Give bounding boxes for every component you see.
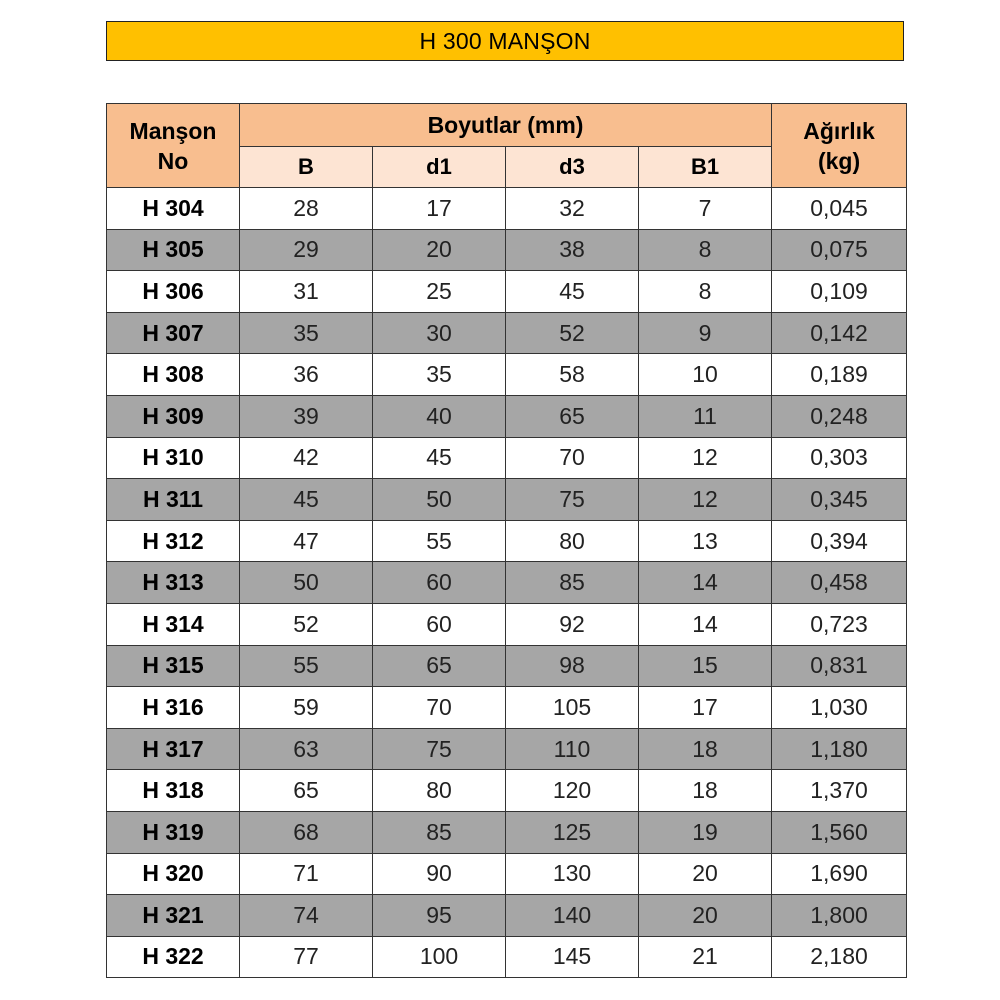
table-row: [107, 312, 907, 354]
table-row: [107, 562, 907, 604]
cell-b1: 14: [639, 562, 772, 604]
cell-b: 36: [240, 354, 373, 396]
cell-b: 55: [240, 645, 373, 687]
cell-no: H 306: [107, 271, 240, 313]
cell-weight: 0,248: [772, 395, 907, 437]
cell-d3: 70: [506, 437, 639, 479]
cell-d3: 58: [506, 354, 639, 396]
cell-d1: 60: [373, 603, 506, 645]
cell-b1: 17: [639, 687, 772, 729]
cell-weight: 0,303: [772, 437, 907, 479]
cell-d3: 92: [506, 603, 639, 645]
table-body: [107, 188, 907, 978]
cell-d1: 100: [373, 936, 506, 978]
table-row: [107, 811, 907, 853]
header-b: B: [240, 147, 373, 188]
cell-no: H 313: [107, 562, 240, 604]
cell-no: H 319: [107, 811, 240, 853]
table-row: [107, 687, 907, 729]
cell-b: 28: [240, 188, 373, 230]
cell-b1: 8: [639, 229, 772, 271]
cell-no: H 305: [107, 229, 240, 271]
cell-b: 35: [240, 312, 373, 354]
cell-no: H 320: [107, 853, 240, 895]
cell-b: 45: [240, 479, 373, 521]
cell-weight: 0,045: [772, 188, 907, 230]
table-row: [107, 437, 907, 479]
table-row: [107, 645, 907, 687]
cell-d1: 95: [373, 895, 506, 937]
cell-d1: 85: [373, 811, 506, 853]
cell-weight: 1,030: [772, 687, 907, 729]
cell-weight: 2,180: [772, 936, 907, 978]
cell-b: 31: [240, 271, 373, 313]
cell-d3: 125: [506, 811, 639, 853]
cell-d1: 60: [373, 562, 506, 604]
table-row: [107, 395, 907, 437]
cell-weight: 0,345: [772, 479, 907, 521]
table-row: [107, 728, 907, 770]
header-b1: B1: [639, 147, 772, 188]
table-row: [107, 520, 907, 562]
table-row: [107, 895, 907, 937]
cell-b: 42: [240, 437, 373, 479]
cell-weight: 0,142: [772, 312, 907, 354]
cell-b: 59: [240, 687, 373, 729]
cell-d3: 98: [506, 645, 639, 687]
table-row: [107, 271, 907, 313]
cell-weight: 0,394: [772, 520, 907, 562]
cell-d3: 80: [506, 520, 639, 562]
header-manson-no-line1: Manşon: [129, 117, 217, 144]
table-row: [107, 770, 907, 812]
cell-d1: 25: [373, 271, 506, 313]
cell-b: 65: [240, 770, 373, 812]
cell-weight: 1,800: [772, 895, 907, 937]
header-weight-line1: Ağırlık: [803, 117, 875, 144]
cell-weight: 0,109: [772, 271, 907, 313]
cell-b1: 10: [639, 354, 772, 396]
cell-d3: 45: [506, 271, 639, 313]
cell-d3: 110: [506, 728, 639, 770]
cell-d1: 35: [373, 354, 506, 396]
cell-no: H 314: [107, 603, 240, 645]
cell-d1: 40: [373, 395, 506, 437]
cell-no: H 308: [107, 354, 240, 396]
cell-d3: 75: [506, 479, 639, 521]
cell-no: H 310: [107, 437, 240, 479]
header-d3: d3: [506, 147, 639, 188]
cell-d1: 65: [373, 645, 506, 687]
cell-b1: 18: [639, 770, 772, 812]
cell-no: H 321: [107, 895, 240, 937]
cell-d1: 75: [373, 728, 506, 770]
table-row: [107, 853, 907, 895]
cell-no: H 304: [107, 188, 240, 230]
cell-d1: 70: [373, 687, 506, 729]
header-d1: d1: [373, 147, 506, 188]
cell-weight: 0,458: [772, 562, 907, 604]
cell-weight: 1,560: [772, 811, 907, 853]
cell-d3: 145: [506, 936, 639, 978]
cell-no: H 315: [107, 645, 240, 687]
cell-d1: 45: [373, 437, 506, 479]
cell-d3: 52: [506, 312, 639, 354]
table-row: [107, 479, 907, 521]
cell-b1: 14: [639, 603, 772, 645]
cell-no: H 307: [107, 312, 240, 354]
header-manson-no-line2: No: [157, 147, 189, 174]
cell-b: 77: [240, 936, 373, 978]
cell-d1: 20: [373, 229, 506, 271]
table-title: H 300 MANŞON: [106, 21, 904, 61]
cell-b1: 8: [639, 271, 772, 313]
table-row: [107, 936, 907, 978]
cell-d1: 50: [373, 479, 506, 521]
cell-b: 63: [240, 728, 373, 770]
cell-weight: 1,180: [772, 728, 907, 770]
cell-b1: 18: [639, 728, 772, 770]
spec-table: [106, 103, 907, 978]
cell-d3: 105: [506, 687, 639, 729]
cell-b1: 11: [639, 395, 772, 437]
cell-b: 47: [240, 520, 373, 562]
cell-weight: 0,075: [772, 229, 907, 271]
cell-b1: 13: [639, 520, 772, 562]
cell-weight: 1,690: [772, 853, 907, 895]
cell-no: H 316: [107, 687, 240, 729]
header-manson-no: [107, 104, 240, 188]
cell-b: 71: [240, 853, 373, 895]
cell-b1: 15: [639, 645, 772, 687]
cell-b1: 12: [639, 437, 772, 479]
header-weight: [772, 104, 907, 188]
cell-d1: 90: [373, 853, 506, 895]
cell-b1: 21: [639, 936, 772, 978]
cell-d3: 130: [506, 853, 639, 895]
cell-d3: 120: [506, 770, 639, 812]
cell-d3: 32: [506, 188, 639, 230]
cell-b: 29: [240, 229, 373, 271]
cell-d3: 85: [506, 562, 639, 604]
table-row: [107, 354, 907, 396]
cell-d3: 140: [506, 895, 639, 937]
cell-b1: 20: [639, 895, 772, 937]
cell-d1: 30: [373, 312, 506, 354]
cell-weight: 1,370: [772, 770, 907, 812]
cell-b1: 20: [639, 853, 772, 895]
cell-no: H 318: [107, 770, 240, 812]
cell-no: H 311: [107, 479, 240, 521]
table-row: [107, 603, 907, 645]
cell-b: 50: [240, 562, 373, 604]
cell-b: 39: [240, 395, 373, 437]
cell-no: H 322: [107, 936, 240, 978]
cell-d1: 55: [373, 520, 506, 562]
header-weight-line2: (kg): [817, 147, 861, 174]
cell-d1: 17: [373, 188, 506, 230]
cell-no: H 317: [107, 728, 240, 770]
cell-weight: 0,189: [772, 354, 907, 396]
table-row: [107, 188, 907, 230]
cell-b1: 12: [639, 479, 772, 521]
cell-b1: 19: [639, 811, 772, 853]
cell-d3: 38: [506, 229, 639, 271]
table-row: [107, 229, 907, 271]
cell-b: 68: [240, 811, 373, 853]
header-dimensions-group: Boyutlar (mm): [240, 104, 772, 147]
cell-b: 74: [240, 895, 373, 937]
cell-b1: 7: [639, 188, 772, 230]
cell-no: H 309: [107, 395, 240, 437]
cell-weight: 0,831: [772, 645, 907, 687]
cell-no: H 312: [107, 520, 240, 562]
cell-b1: 9: [639, 312, 772, 354]
cell-weight: 0,723: [772, 603, 907, 645]
cell-d1: 80: [373, 770, 506, 812]
cell-d3: 65: [506, 395, 639, 437]
cell-b: 52: [240, 603, 373, 645]
